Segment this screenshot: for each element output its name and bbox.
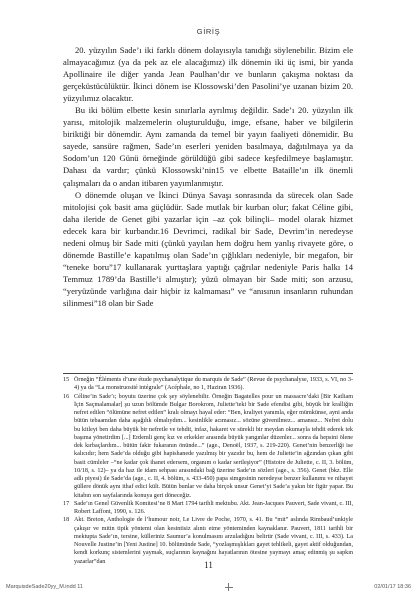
footnote bbox=[63, 500, 353, 517]
running-header: GİRİŞ bbox=[196, 27, 221, 36]
footnote-number: 15 bbox=[63, 377, 70, 383]
footer-timestamp: 02/01/17 18:36 bbox=[374, 584, 411, 590]
footnote-text: Sade’ın Genel Güvenlik Komitesi’ne 8 Mart 1794 tarihli mektubu. Akt. Jean-Jacques Pauvert, Sade vivant, c. III, Robert Laffont, 1990, s. 126. bbox=[74, 500, 353, 515]
footnote bbox=[63, 393, 353, 500]
paragraph: 20. yüzyılın Sade’ı iki farklı dönem dolayısıyla tanıdığı söylenebilir. Bizim ele almayacağımız (ya da pek az ele alacağımız) ilk dönemin iki üç ismi, bir yanda Apollinaire ile diğer yanda Jean Paulhan’dır ve bunların çakışma noktası da gerçeküstücülüktür. İkinci dönem ise Klossowski’den Pasolini’ye uzanan bizim 20. yüzyılımız olacaktır. bbox=[63, 45, 353, 104]
footnote-number: 18 bbox=[63, 517, 70, 524]
footnote-number: 17 bbox=[63, 500, 70, 507]
paragraph: O dönemde oluşan ve İkinci Dünya Savaşı sonrasında da sürecek olan Sade mitolojisi çok basit ama güçlüdür. Sade mutlak bir kurban olur; fakat Céline gibi, daha ileride de Genet gibi yazarlar için –az çok bilinçli– model olarak hizmet edecek kara bir kurbandır.16 Devrimci, radikal bir Sade, Devrim’in neredeyse nedeni olmuş bir Sade miti (çünkü yayılan hem doğru hem yanlış rivayete göre, o dönemde Bastille’e kapatılmış olan Sade’ın çığlıkları nedeniyle, bir megafon, bir “teneke boru”17 kullanarak yurttaşlara yaptığı çağrılar nedeniyle Paris halkı 14 Temmuz 1789’da Bastille’i almıştır); yüzü olmayan bir Sade miti; son arzusu, “yeryüzünde varlığına dair hiçbir iz kalmaması” ve “anısının insanların ruhundan silinmesi”18 olan bir Sade bbox=[63, 189, 353, 308]
page-number: 11 bbox=[204, 560, 213, 570]
footnote-text: Céline’in Sade’ı; boyutu üzerine çok şey söylenebilir. Örneğin Bagatelles pour un massacre’daki [Bir Katliam İçin Saçmalamalar] şu uzun bölümde Bulgar Borokrom, Juliette’teki bir Sade efendisi gibi, büyük bir kralliğin nefret edilen “ölümüne nefret edilen” kralı olmayı hayal eder: “Ben, kraliyet yanımla, eğer mümkünse, ayni anda bütün tebaamdan daha aşağılık olmalıydım... kesinlikle acımasız... sözüne güvenilmez... amansız... Nefret dolu bu kitleyi ben daha büyük bir nefretle ve tehdit, infaz, hakaret ve sürekli bir meydan okumayla tehdit ederek tek başıma yönetirdim [...] Erdemli genç kız ve erkekler arasında büyük yangınlar düzenler... sonra da hepsini ölene dek kırbaçlardım... bütün fakir fukaranın önünde...” (age., Denoël, 1937, s. 219-220). Genet’nin benzerliği ise kalıcıdır; hem Sade’da olduğu gibi hapishanede yazılmış bir yazıdır bu, hem de Juliette’in ağzından çıkan gibi basit cümleler –“ne kadar çok ihanet edersem, organım o kadar sertleşiyor” (Histoire de Juliette, c. II, 3. bölüm, 10/18, s. 12)– ya da haz ile idam sehpası arasındaki bağ üzerine Sade’ın sözleri (age., s. 356). Genet (bkz. Elle adlı piyesi) ile Sade’da (age., c. II, 4. bölüm, s. 433-450) papa simgesinin neredeyse benzer kullanımı ve nihayet güllere dönük aynı ithaf edici kült. Bütün bunlar ve daha birçok unsur Genet’yi Sade’a yakın bir figür yapar. Bu kitabın son sayfalarında konuya geri döneceğiz. bbox=[74, 393, 353, 499]
paragraph: Bu iki bölüm elbette kesin sınırlarla ayrılmış değildir. Sade’ı 20. yüzyılın ilk yarısı, mitolojik malzemelerin oluşturulduğu, imge, efsane, haber ve bilgilerin biriktiği bir dönemdir. Aynı zamanda da temel bir yayın faaliyeti dönemidir. Bu sayede, sansüre rağmen, Sade’ın eserleri yeniden basılmaya, dağıtılmaya ya da Sodom’un 120 Günü örneğinde görüldüğü gibi sadece keşfedilmeye başlamıştır. Dahası da vardır; çünkü Klossowski’nin15 ve elbette Bataille’ın ilk önemli çalışmaları da o andan itibaren yayımlanmıştır. bbox=[63, 105, 353, 188]
footnote-text: Akt. Breton, Anthologie de l’humour noir, Le Livre de Poche, 1970, s. 41. Bu “mit” aslında Rimbaud’unkiyle çakışır ve mitin tipik yöntemi olan kesintisiz alıntı etme yönteminden kaynaklanır. Pauvert, 1811 tarihli bir mektupta Sade’ın, tersine, külleriniz Saumur’a konulmasını arzuladığını belirtir (Sade vivant, c. III, s. 433). La Nouvelle Justine’in [Yeni Justine] 10. bölümünde Sade, “yozlaşmışlıkları gayet tehlikeli, gayet aktif olduğundan, kendi korkunç sistemlerini yaymak, suçlarının kaynağını hayatlarının ötesine yaymayı amaç edinmiş şu sapkın yazarlar”dan bbox=[74, 517, 353, 565]
footnotes bbox=[63, 373, 353, 566]
print-footer bbox=[6, 583, 411, 591]
body-text bbox=[63, 44, 353, 309]
footnote-text: Örneğin “Éléments d’une étude psychanalytique du marquis de Sade” (Revue de psychanalyse, 1933, s. VI, no 3-4) ya da “La monstruosité intégrale” (Acéphale, no 1, Haziran 1936). bbox=[74, 377, 353, 392]
footnote bbox=[63, 376, 353, 393]
footnote-number: 16 bbox=[63, 393, 70, 400]
crop-mark-icon bbox=[225, 583, 233, 591]
footnote bbox=[63, 516, 353, 566]
footer-file-info: MarquisdeSade20yy_M.indd 11 bbox=[6, 584, 83, 590]
